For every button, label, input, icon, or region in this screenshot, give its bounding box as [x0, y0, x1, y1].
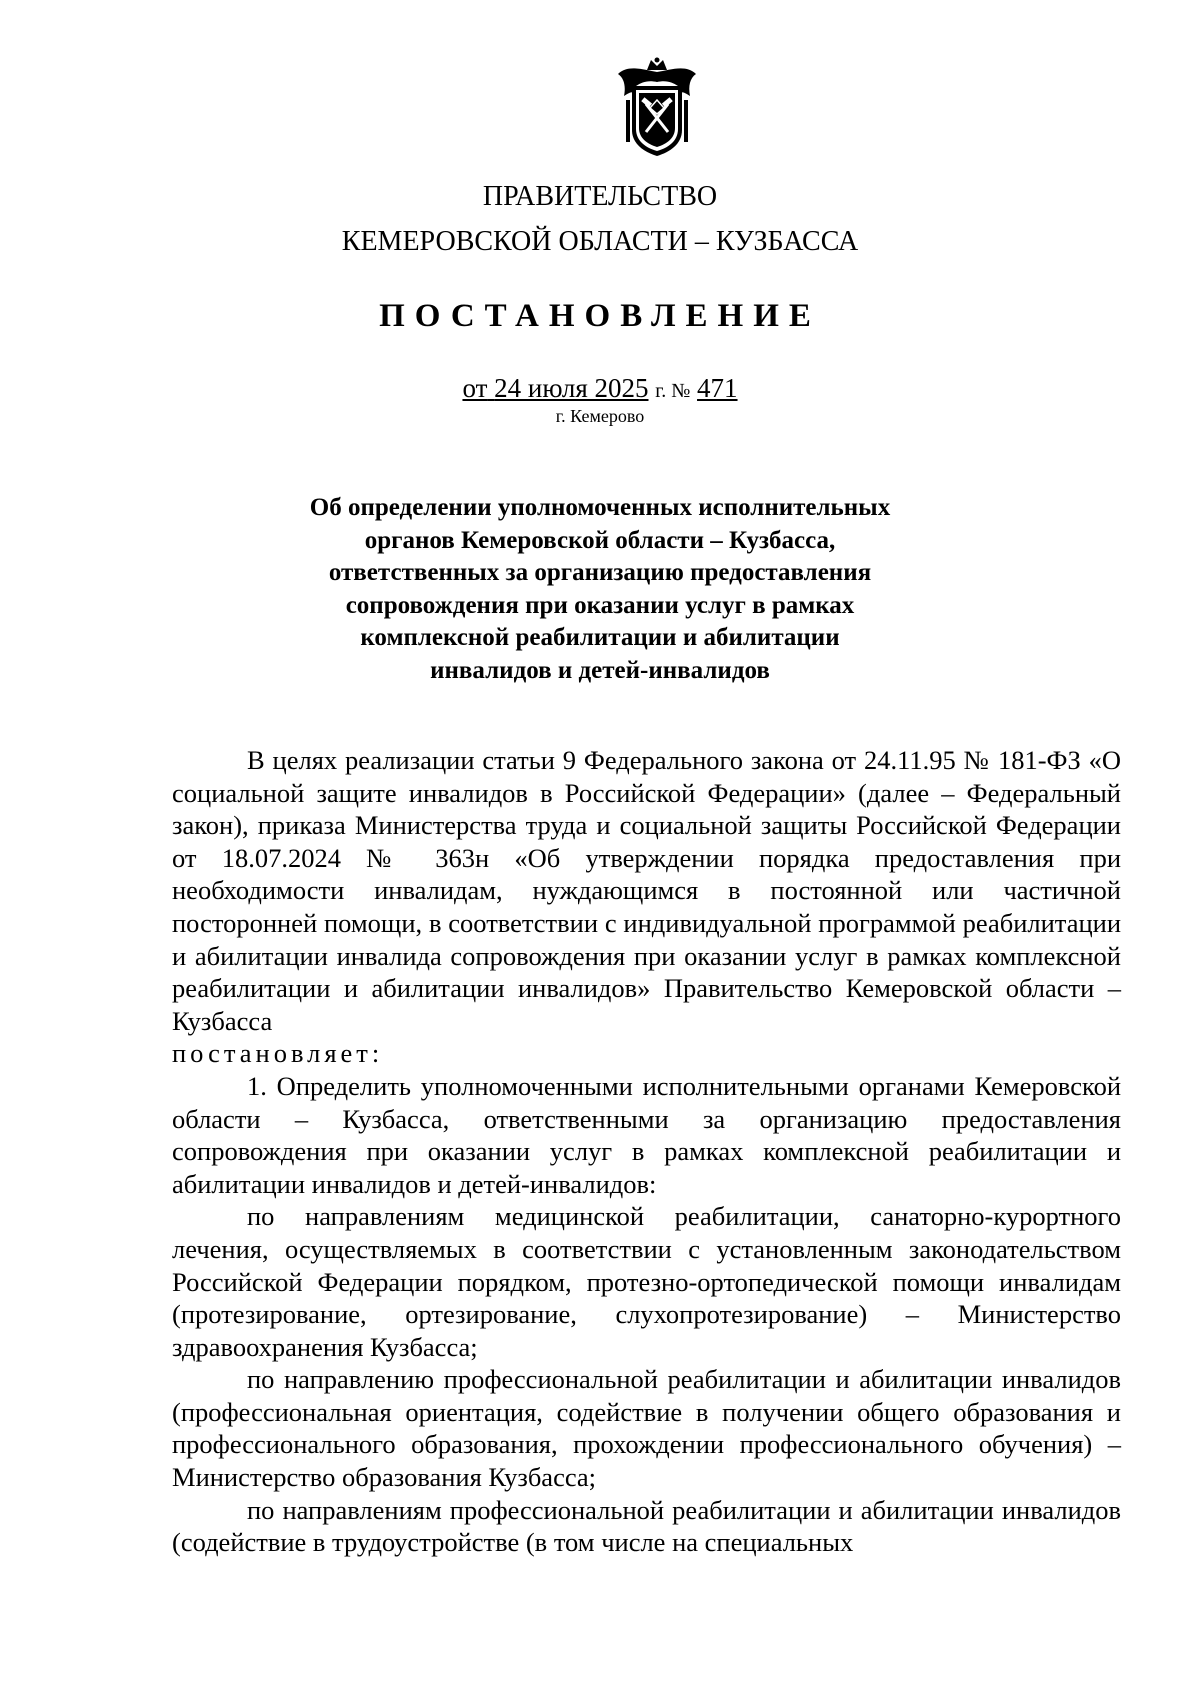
- document-number: 471: [697, 373, 738, 403]
- subitem-education-paragraph: по направлению профессиональной реабилитации и абилитации инвалидов (профессиональная ориентация, содействие в получении общего образования и профессионального образования, прохождении профессионального обучения) – Министерство образования Кузбасса;: [172, 1364, 1121, 1493]
- subitem-employment-paragraph: по направлениям профессиональной реабилитации и абилитации инвалидов (содействие в трудоустройстве (в том числе на специальных: [172, 1494, 1121, 1558]
- coat-of-arms-icon: [614, 56, 700, 160]
- subject-line: инвалидов и детей-инвалидов: [430, 656, 770, 684]
- government-name-line1: ПРАВИТЕЛЬСТВО: [482, 181, 718, 212]
- document-subject: [250, 492, 950, 687]
- document-body: [172, 744, 1121, 1559]
- document-city: г. Кемерово: [555, 406, 645, 426]
- subject-line: комплексной реабилитации и абилитации: [360, 624, 840, 651]
- document-dateline: [0, 372, 1200, 407]
- document-date: 24 июля 2025: [494, 373, 649, 403]
- item-1-paragraph: 1. Определить уполномоченными исполнительными органами Кемеровской области – Кузбасса, ответственными за организацию предоставления сопровождения при оказании услуг в рамках комплексной реабилитации и абилитации инвалидов и детей-инвалидов:: [172, 1070, 1121, 1199]
- year-number-label: г. №: [655, 380, 691, 402]
- resolves-word: постановляет:: [172, 1038, 384, 1069]
- date-prefix: от: [462, 373, 488, 403]
- resolves-paragraph: [172, 1037, 1121, 1070]
- subject-line: ответственных за организацию предоставления: [328, 559, 872, 586]
- government-name-line2: КЕМЕРОВСКОЙ ОБЛАСТИ – КУЗБАССА: [341, 226, 859, 257]
- preamble-paragraph: В целях реализации статьи 9 Федерального закона от 24.11.95 № 181-ФЗ «О социальной защите инвалидов в Российской Федерации» (далее – Федеральный закон), приказа Министерства труда и социальной защиты Российской Федерации от 18.07.2024 № 363н «Об утверждении порядка предоставления при необходимости инвалидам, нуждающимся в постоянной или частичной посторонней помощи, в соответствии с индивидуальной программой реабилитации и абилитации инвалида сопровождения при оказании услуг в рамках комплексной реабилитации и абилитации инвалидов» Правительство Кемеровской области – Кузбасса: [172, 745, 1121, 1036]
- subject-line: сопровождения при оказании услуг в рамках: [345, 591, 855, 619]
- subitem-medical-paragraph: по направлениям медицинской реабилитации, санаторно-курортного лечения, осуществляемых в соответствии с установленным законодательством Российской Федерации порядком, протезно-ортопедической помощи инвалидам (протезирование, ортезирование, слухопротезирование) – Министерство здравоохранения Кузбасса;: [172, 1201, 1121, 1362]
- subject-line: органов Кемеровской области – Кузбасса,: [364, 526, 836, 554]
- date-field: [462, 373, 648, 403]
- document-type-title: ПОСТАНОВЛЕНИЕ: [379, 298, 821, 334]
- subject-line: Об определении уполномоченных исполнительных: [309, 494, 891, 521]
